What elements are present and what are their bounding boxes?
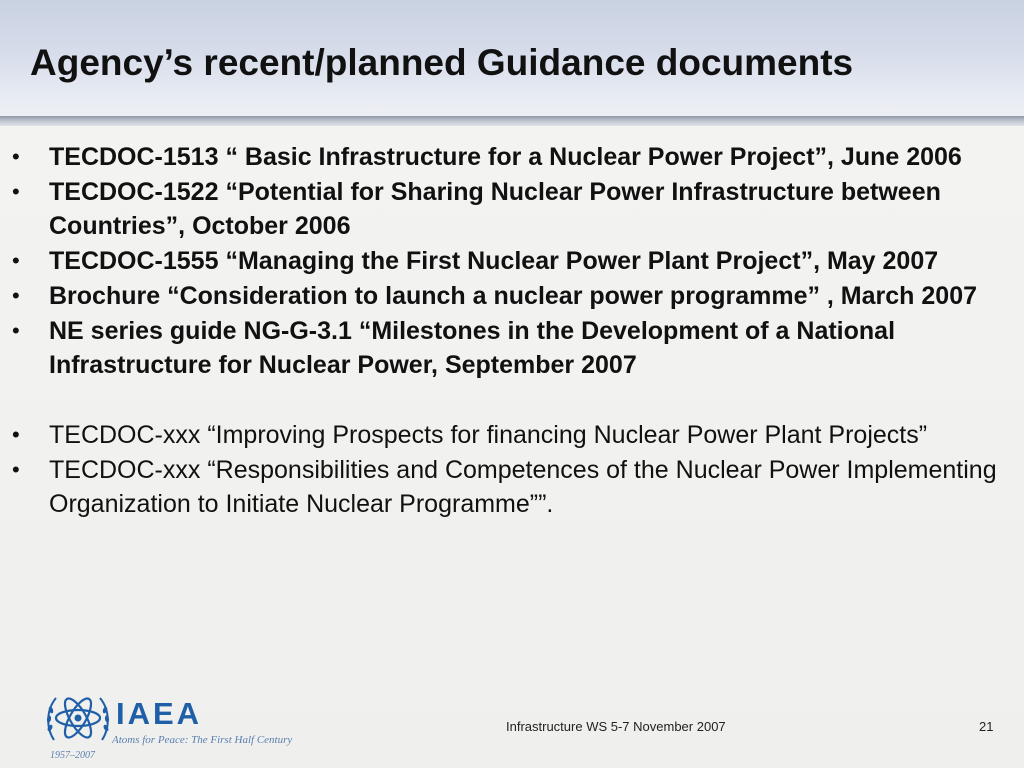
iaea-atom-laurel-icon	[42, 688, 114, 750]
bullet-dot: •	[12, 248, 20, 273]
bullet-text: TECDOC-xxx “Responsibilities and Competences of the Nuclear Power Implementing Organization to Initiate Nuclear Programme””.	[49, 456, 997, 518]
footer-event: Infrastructure WS 5-7 November 2007	[506, 719, 726, 734]
bullet-text: Brochure “Consideration to launch a nuclear power programme” , March 2007	[49, 282, 978, 310]
bullet-text: NE series guide NG-G-3.1 “Milestones in the Development of a National Infrastructure for Nuclear Power, September 2007	[49, 317, 896, 379]
iaea-wordmark: IAEA	[116, 696, 203, 731]
bullet-text: TECDOC-1522 “Potential for Sharing Nuclear Power Infrastructure between Countries”, October 2006	[49, 178, 941, 240]
bullet-text: TECDOC-1513 “ Basic Infrastructure for a Nuclear Power Project”, June 2006	[49, 143, 962, 171]
slide-title: Agency’s recent/planned Guidance documents	[30, 42, 854, 83]
bullet-dot: •	[12, 318, 20, 343]
list-item	[0, 314, 1024, 382]
list-item	[0, 418, 1024, 452]
bullet-dot: •	[12, 283, 20, 308]
iaea-logo	[40, 688, 320, 764]
list-item	[0, 279, 1024, 313]
list-item	[0, 453, 1024, 521]
page-number: 21	[979, 719, 994, 734]
bullet-dot: •	[12, 179, 20, 204]
list-item	[0, 244, 1024, 278]
bullet-dot: •	[12, 457, 20, 482]
bullet-dot: •	[12, 422, 20, 447]
logo-tagline: Atoms for Peace: The First Half Century	[112, 734, 293, 746]
bullet-list	[0, 140, 1024, 522]
bullet-text: TECDOC-xxx “Improving Prospects for financing Nuclear Power Plant Projects”	[49, 421, 928, 449]
header-divider	[0, 116, 1024, 126]
bullet-dot: •	[12, 144, 20, 169]
logo-years: 1957–2007	[50, 750, 95, 761]
list-item	[0, 140, 1024, 174]
list-item	[0, 175, 1024, 243]
bullet-text: TECDOC-1555 “Managing the First Nuclear Power Plant Project”, May 2007	[49, 247, 939, 275]
